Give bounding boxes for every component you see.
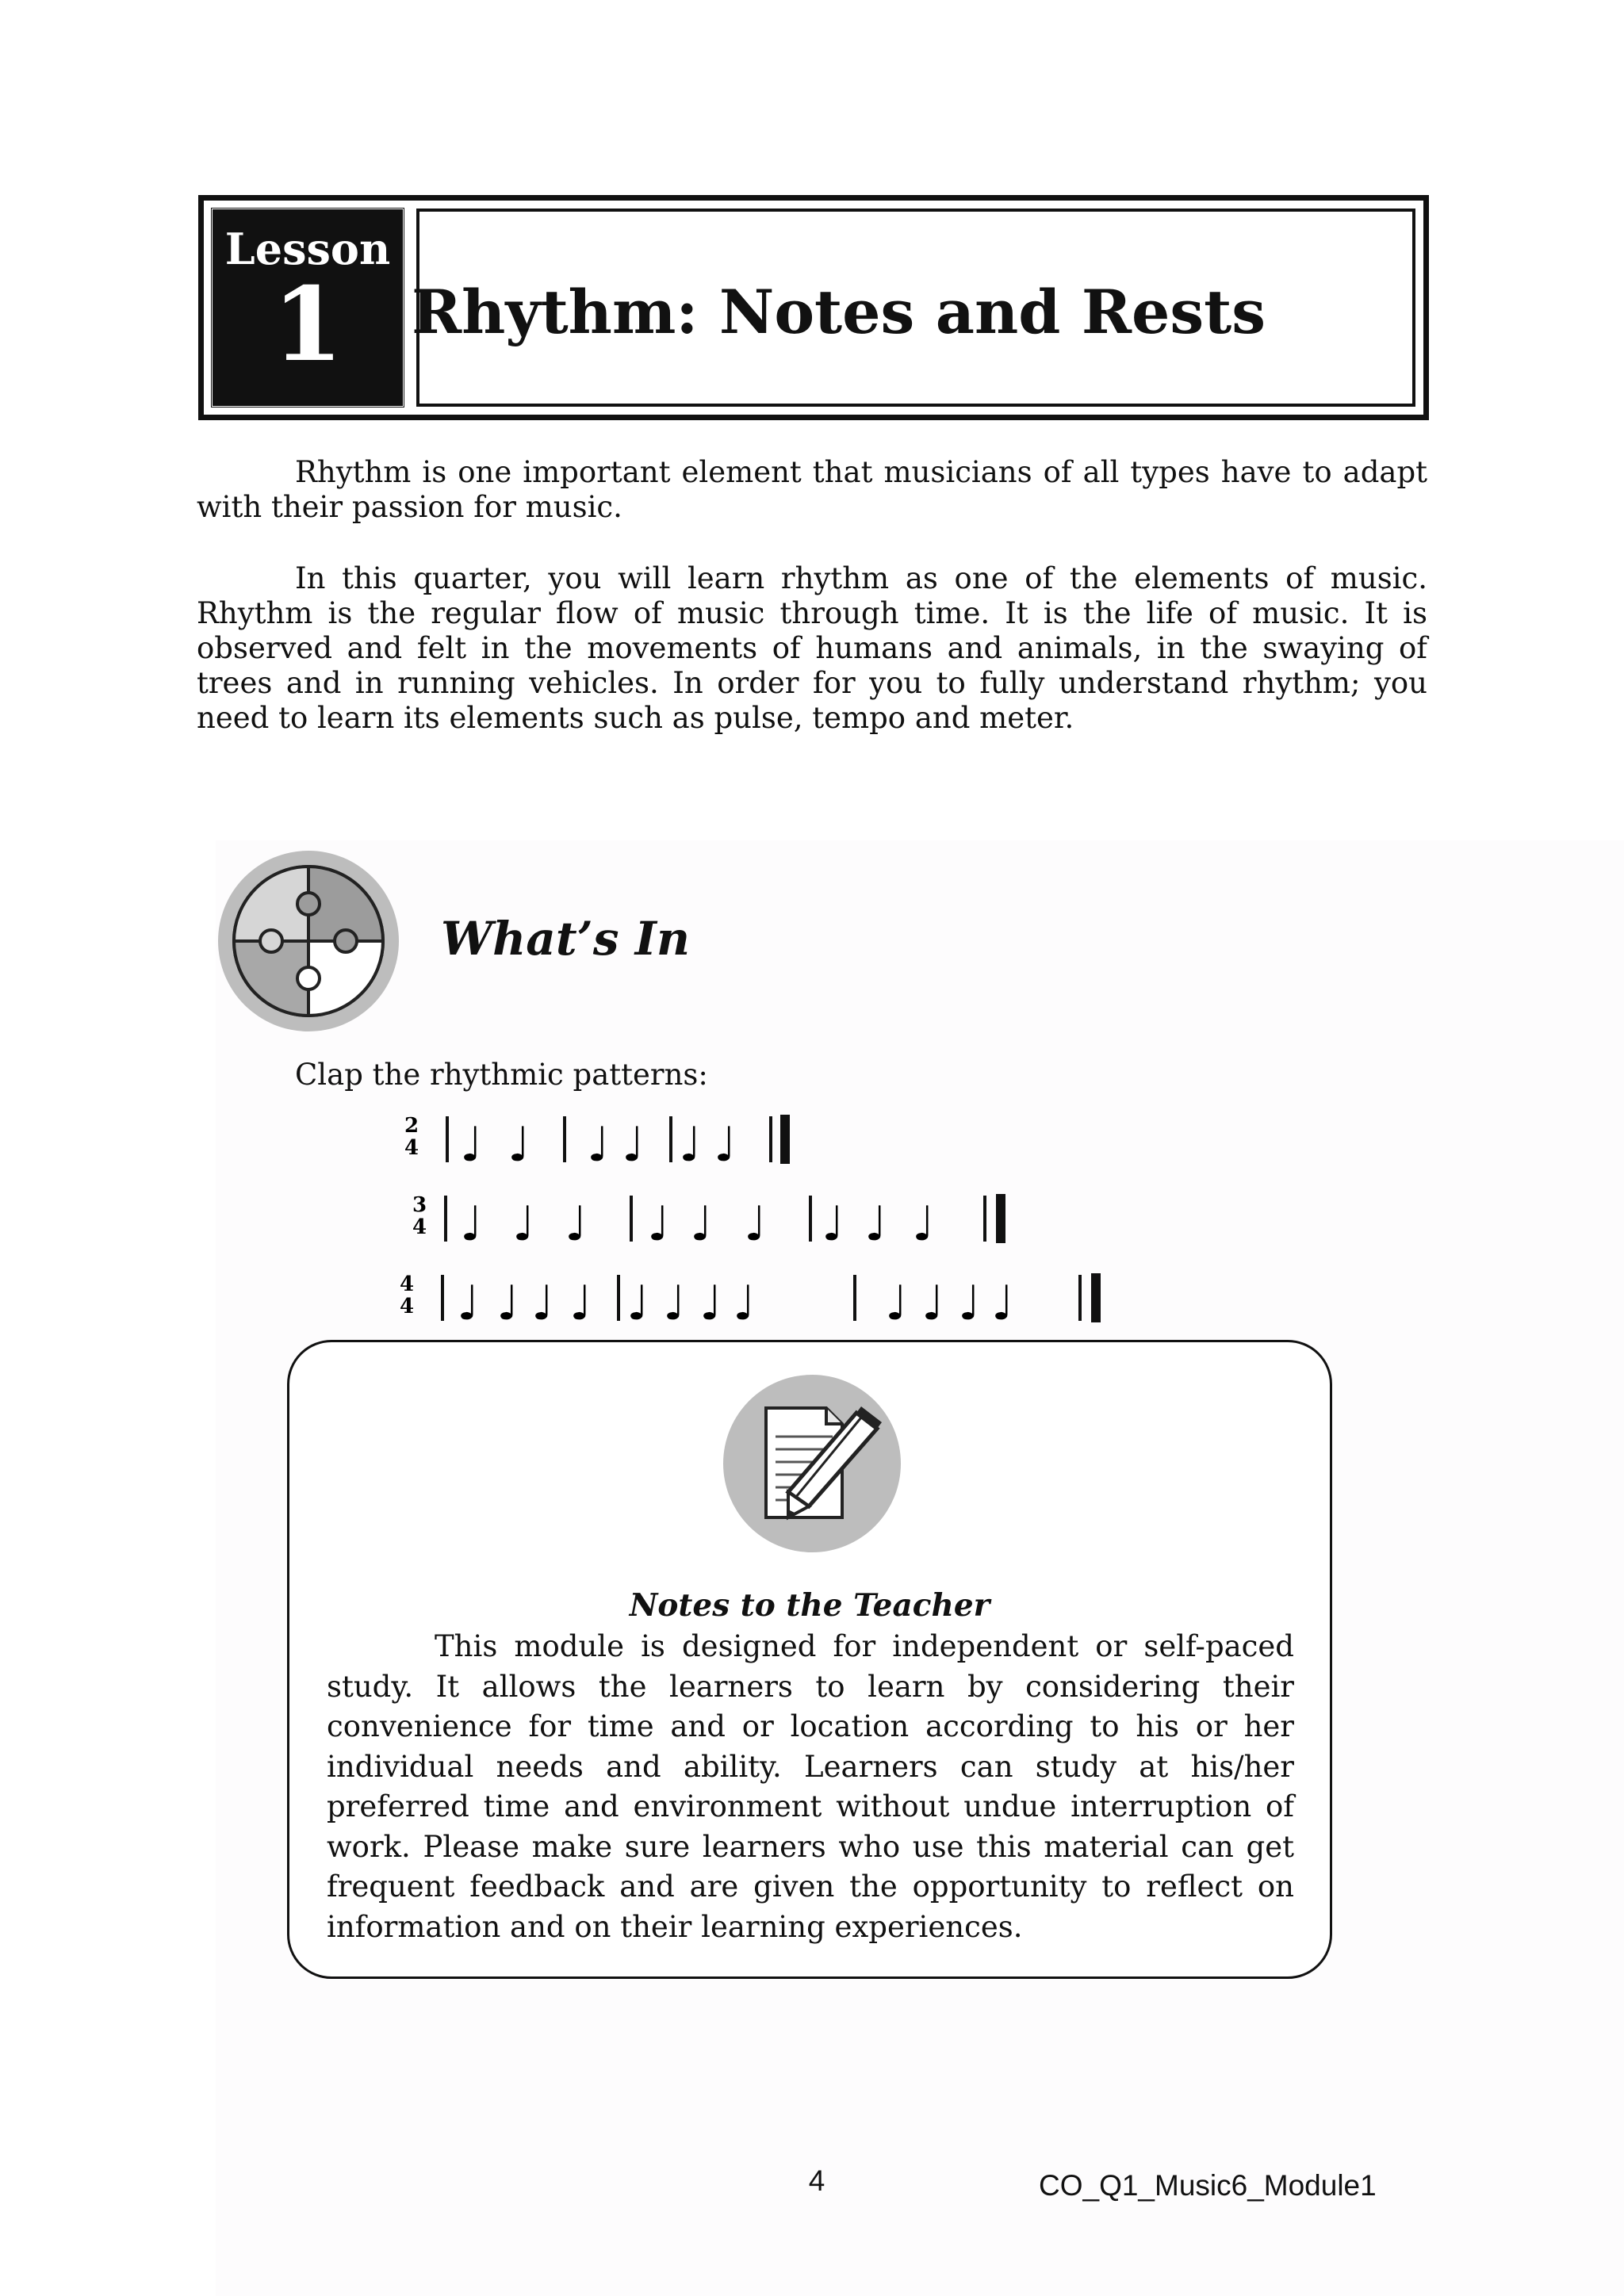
time-signature-top: 2 xyxy=(404,1114,419,1138)
time-signature-bottom: 4 xyxy=(400,1295,415,1318)
quarter-note: ♩ xyxy=(569,1276,592,1331)
intro-paragraph-2: In this quarter, you will learn rhythm as one of the elements of music. Rhythm is the regular flow of music through time. It is the life of music. It is observed and felt in the movements of humans and animals, in the swaying of trees and in running vehicles. In order for you to fully understand rhythm; you need to learn its elements such as pulse, tempo and meter. xyxy=(197,561,1427,735)
quarter-note: ♩ xyxy=(714,1117,737,1173)
quarter-note: ♩ xyxy=(699,1276,722,1331)
quarter-note: ♩ xyxy=(885,1276,908,1331)
lesson-badge xyxy=(210,207,405,408)
quarter-note: ♩ xyxy=(565,1196,588,1252)
quarter-note: ♩ xyxy=(921,1276,944,1331)
document-pencil-icon xyxy=(722,1373,902,1554)
quarter-note: ♩ xyxy=(622,1117,645,1173)
quarter-note: ♩ xyxy=(912,1196,935,1252)
quarter-note: ♩ xyxy=(679,1117,702,1173)
quarter-note: ♩ xyxy=(508,1117,530,1173)
quarter-note: ♩ xyxy=(460,1117,483,1173)
page-number: 4 xyxy=(808,2164,825,2197)
quarter-note: ♩ xyxy=(822,1196,845,1252)
quarter-note: ♩ xyxy=(457,1276,480,1331)
puzzle-icon xyxy=(216,848,401,1034)
intro-paragraph-1: Rhythm is one important element that musicians of all types have to adapt with their passion for music. xyxy=(197,455,1427,524)
lesson-title: Rhythm: Notes and Rests xyxy=(412,277,1266,347)
lesson-header xyxy=(198,195,1429,420)
time-signature-bottom: 4 xyxy=(412,1215,427,1239)
quarter-note: ♩ xyxy=(663,1276,686,1331)
time-signature-bottom: 4 xyxy=(404,1136,419,1160)
section-title: What’s In xyxy=(441,912,691,966)
quarter-note: ♩ xyxy=(626,1276,649,1331)
rhythm-pattern-4-4 xyxy=(389,1264,1142,1335)
final-barline xyxy=(780,1115,790,1164)
quarter-note: ♩ xyxy=(647,1196,670,1252)
quarter-note: ♩ xyxy=(512,1196,535,1252)
time-signature-top: 4 xyxy=(400,1272,415,1296)
teacher-notes-title: Notes to the Teacher xyxy=(629,1587,990,1624)
quarter-note: ♩ xyxy=(958,1276,981,1331)
lesson-label: Lesson xyxy=(224,224,391,274)
final-barline xyxy=(996,1194,1005,1243)
quarter-note: ♩ xyxy=(496,1276,519,1331)
time-signature-top: 3 xyxy=(412,1193,427,1217)
rhythm-pattern-3-4 xyxy=(389,1184,1142,1256)
module-code: CO_Q1_Music6_Module1 xyxy=(1039,2169,1377,2202)
final-barline xyxy=(1091,1273,1101,1322)
quarter-note: ♩ xyxy=(991,1276,1014,1331)
rhythm-pattern-2-4 xyxy=(389,1105,1142,1177)
quarter-note: ♩ xyxy=(690,1196,713,1252)
quarter-note: ♩ xyxy=(864,1196,887,1252)
instruction-text: Clap the rhythmic patterns: xyxy=(295,1058,708,1092)
quarter-note: ♩ xyxy=(733,1276,756,1331)
quarter-note: ♩ xyxy=(460,1196,483,1252)
quarter-note: ♩ xyxy=(587,1117,610,1173)
quarter-note: ♩ xyxy=(531,1276,554,1331)
lesson-number: 1 xyxy=(272,266,343,385)
teacher-notes-body: This module is designed for independent or self-paced study. It allows the learners to learn by considering their convenience for time and or location according to his or her individual needs and ability. Learners can study at his/her preferred time and environment without undue interruption of work. Please make sure learners who use this material can get frequent feedback and are given the opportunity to reflect on information and on their learning experiences. xyxy=(327,1629,1294,1944)
quarter-note: ♩ xyxy=(744,1196,767,1252)
